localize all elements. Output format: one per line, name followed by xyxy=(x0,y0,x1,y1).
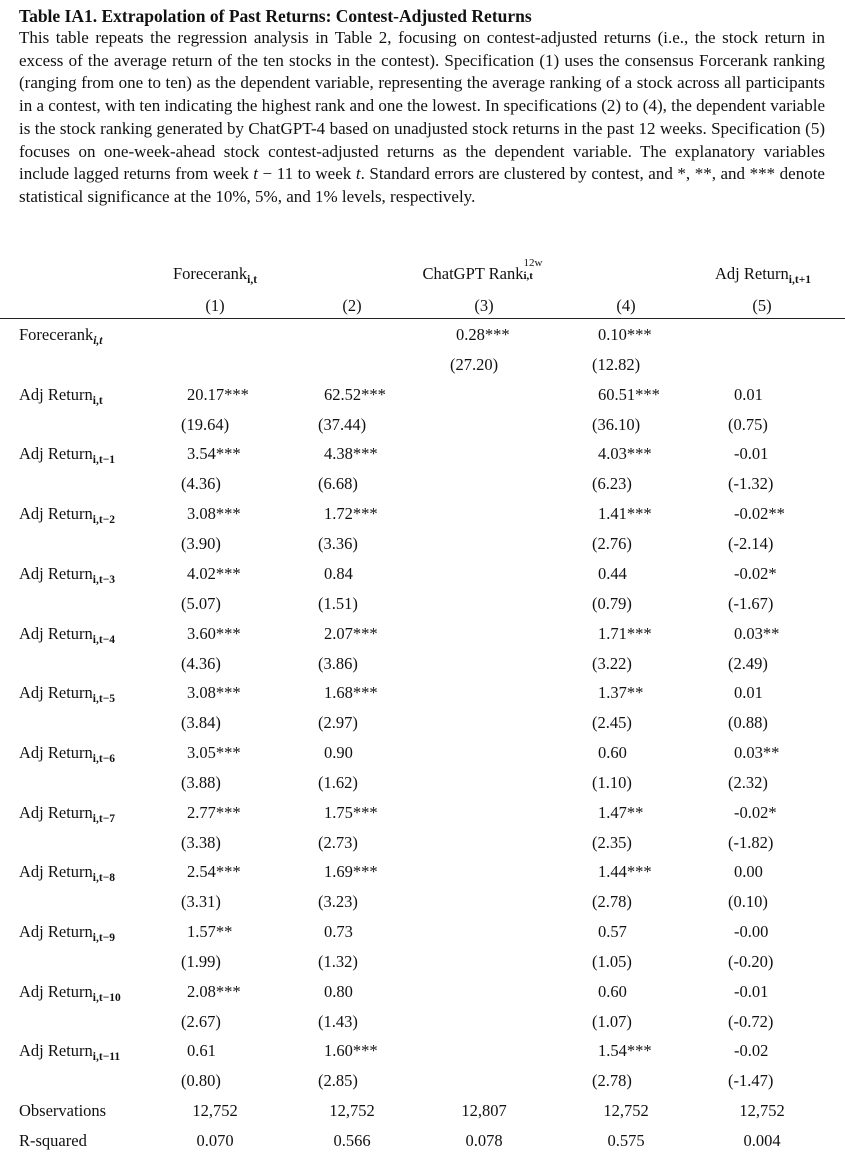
tstat-cell: (0.80) xyxy=(181,1071,221,1091)
row-label: Adj Return$_{i,t-7}$ xyxy=(19,802,115,825)
coefficient-cell: 3.60*** xyxy=(187,623,241,643)
tstat-cell: (6.23) xyxy=(592,474,632,494)
footer-value: 0.566 xyxy=(333,1131,371,1151)
coefficient-cell: 0.44 xyxy=(598,563,627,583)
tstat-cell: (2.49) xyxy=(728,653,768,673)
footer-label: Observations xyxy=(19,1101,107,1121)
coefficient-cell: 2.77*** xyxy=(187,802,241,822)
coefficient-cell: 0.60 xyxy=(598,742,627,762)
coefficient-cell: 3.05*** xyxy=(187,742,241,762)
row-label: Adj Return$_{i,t-10}$ xyxy=(19,981,121,1004)
tstat-cell: (3.90) xyxy=(181,534,221,554)
tstat-cell: (-0.72) xyxy=(728,1011,774,1031)
coefficient-cell: 3.08*** xyxy=(187,683,241,703)
coefficient-cell: 1.68*** xyxy=(324,683,378,703)
coefficient-cell: 4.38*** xyxy=(324,444,378,464)
coefficient-cell: 0.57 xyxy=(598,922,627,941)
header-adj-return-ahead: Adj Return$_{i,t+1}$ xyxy=(715,264,811,286)
coefficient-cell: 60.51*** xyxy=(598,384,660,404)
coefficient-cell: 0.00 xyxy=(734,862,763,882)
tstat-cell: (1.43) xyxy=(318,1011,358,1031)
header-chatgpt-rank: ChatGPT Rank 12w i,t xyxy=(422,257,543,283)
tstat-cell: (12.82) xyxy=(592,355,641,374)
tstat-cell: (19.64) xyxy=(181,414,230,434)
tstat-cell: (2.35) xyxy=(592,832,632,852)
tstat-cell: (2.97) xyxy=(318,713,358,733)
coefficient-cell: 0.61 xyxy=(187,1041,216,1061)
tstat-cell: (1.10) xyxy=(592,772,632,792)
tstat-cell: (-1.32) xyxy=(728,474,774,494)
tstat-cell: (3.84) xyxy=(181,713,221,733)
tstat-cell: (-1.67) xyxy=(728,593,774,613)
caption-text: . Standard errors are clustered by contest, and *, **, and *** denote statistical significance at the 10%, 5%, and 1% levels, respectively. xyxy=(19,164,825,206)
coefficient-cell: 0.10*** xyxy=(598,325,652,344)
coefficient-cell: 1.60*** xyxy=(324,1041,378,1061)
tstat-cell: (1.32) xyxy=(318,952,358,971)
tstat-cell: (2.78) xyxy=(592,1071,632,1091)
coefficient-cell: 0.73 xyxy=(324,922,353,941)
tstat-cell: (3.88) xyxy=(181,772,221,792)
tstat-cell: (4.36) xyxy=(181,474,221,494)
tstat-cell: (2.32) xyxy=(728,772,768,792)
tstat-cell: (3.23) xyxy=(318,892,358,912)
coefficient-cell: 1.44*** xyxy=(598,862,652,882)
tstat-cell: (6.68) xyxy=(318,474,358,494)
coefficient-cell: -0.02* xyxy=(734,802,777,822)
row-label: Adj Return$_{i,t}$ xyxy=(19,384,103,407)
caption-italic-t: t xyxy=(253,164,258,184)
coefficient-cell: 1.75*** xyxy=(324,802,378,822)
tstat-cell: (1.05) xyxy=(592,952,632,971)
tstat-cell: (3.36) xyxy=(318,534,358,554)
row-label: Adj Return$_{i,t-11}$ xyxy=(19,1041,121,1064)
footer-value: 12,752 xyxy=(192,1101,238,1121)
coefficient-cell: 2.08*** xyxy=(187,981,241,1001)
coefficient-cell: -0.01 xyxy=(734,981,769,1001)
tstat-cell: (-2.14) xyxy=(728,534,774,554)
coefficient-cell: 0.80 xyxy=(324,981,353,1001)
coefficient-cell: 1.69*** xyxy=(324,862,378,882)
coefficient-cell: 1.47** xyxy=(598,802,644,822)
coefficient-cell: 4.02*** xyxy=(187,563,241,583)
coefficient-cell: 0.28*** xyxy=(456,325,510,344)
row-label: Adj Return$_{i,t-1}$ xyxy=(19,444,115,467)
tstat-cell: (36.10) xyxy=(592,414,641,434)
tstat-cell: (0.79) xyxy=(592,593,632,613)
coefficient-cell: 2.54*** xyxy=(187,862,241,882)
tstat-cell: (3.22) xyxy=(592,653,632,673)
spec-number: (4) xyxy=(616,296,636,315)
row-label: Adj Return$_{i,t-2}$ xyxy=(19,504,115,527)
tstat-cell: (2.45) xyxy=(592,713,632,733)
coefficient-cell: 1.37** xyxy=(598,683,644,703)
coefficient-cell: 4.03*** xyxy=(598,444,652,464)
coefficient-cell: 0.90 xyxy=(324,742,353,762)
coefficient-cell: -0.00 xyxy=(734,922,769,941)
coefficient-cell: -0.02** xyxy=(734,504,785,524)
header-rule xyxy=(0,318,845,319)
coefficient-cell: 2.07*** xyxy=(324,623,378,643)
coefficient-cell: 0.01 xyxy=(734,683,763,703)
row-label: Adj Return$_{i,t-8}$ xyxy=(19,862,115,885)
footer-label: R-squared xyxy=(19,1131,87,1151)
row-label: Adj Return$_{i,t-5}$ xyxy=(19,683,115,706)
tstat-cell: (-1.47) xyxy=(728,1071,774,1091)
tstat-cell: (4.36) xyxy=(181,653,221,673)
caption-text: − 11 to week xyxy=(258,164,356,184)
footer-value: 0.575 xyxy=(607,1131,645,1151)
tstat-cell: (27.20) xyxy=(450,355,499,374)
coefficient-cell: 0.84 xyxy=(324,563,353,583)
footer-value: 0.070 xyxy=(196,1131,234,1151)
header-forecerank: Forecerank$_{i,t}$ xyxy=(172,264,258,286)
tstat-cell: (-1.82) xyxy=(728,832,774,852)
tstat-cell: (3.86) xyxy=(318,653,358,673)
coefficient-cell: 0.60 xyxy=(598,981,627,1001)
row-label: Adj Return$_{i,t-4}$ xyxy=(19,623,115,646)
coefficient-cell: 3.54*** xyxy=(187,444,241,464)
row-label: Adj Return$_{i,t-6}$ xyxy=(19,742,115,765)
tstat-cell: (1.99) xyxy=(181,952,221,971)
footer-value: 0.078 xyxy=(465,1131,503,1151)
footer-value: 12,752 xyxy=(603,1101,649,1121)
tstat-cell: (5.07) xyxy=(181,593,221,613)
tstat-cell: (1.51) xyxy=(318,593,358,613)
coefficient-cell: 0.03** xyxy=(734,742,780,762)
row-label: Adj Return$_{i,t-9}$ xyxy=(19,922,115,944)
tstat-cell: (37.44) xyxy=(318,414,367,434)
tstat-cell: (3.38) xyxy=(181,832,221,852)
tstat-cell: (1.07) xyxy=(592,1011,632,1031)
table-title: Table IA1. Extrapolation of Past Returns: Contest-Adjusted Returns xyxy=(19,6,532,26)
coefficient-cell: 1.41*** xyxy=(598,504,652,524)
coefficient-cell: 1.57** xyxy=(187,922,233,941)
tstat-cell: (1.62) xyxy=(318,772,358,792)
coefficient-cell: 1.72*** xyxy=(324,504,378,524)
spec-number: (1) xyxy=(205,296,225,315)
coefficient-cell: 1.71*** xyxy=(598,623,652,643)
row-label: Adj Return$_{i,t-3}$ xyxy=(19,563,115,586)
footer-value: 12,752 xyxy=(329,1101,375,1121)
tstat-cell: (0.10) xyxy=(728,892,768,912)
coefficient-cell: -0.02 xyxy=(734,1041,769,1061)
caption-text: This table repeats the regression analysis in Table 2, focusing on contest-adjusted returns (i.e., the stock return in excess of the average return of the ten stocks in the contest). Specification (1) uses the consensus Forcerank ranking (ranging from one to ten) as the dependent variable, representing the average ranking of a stock across all participants in a contest, with ten indicating the highest rank and one the lowest. In specifications (2) to (4), the dependent variable is the stock ranking generated by ChatGPT-4 based on unadjusted stock returns in the past 12 weeks. Specification (5) focuses on one-week-ahead stock contest-adjusted returns as the dependent variable. The explanatory variables include lagged returns from week xyxy=(19,28,825,184)
tstat-cell: (-0.20) xyxy=(728,952,774,971)
coefficient-cell: -0.02* xyxy=(734,563,777,583)
coefficient-cell: 0.01 xyxy=(734,384,763,404)
row-label: Forecerank$_{i,t}$ xyxy=(19,325,103,347)
footer-value: 0.004 xyxy=(743,1131,781,1151)
coefficient-cell: 1.54*** xyxy=(598,1041,652,1061)
tstat-cell: (0.75) xyxy=(728,414,768,434)
footer-value: 12,752 xyxy=(739,1101,785,1121)
coefficient-cell: 3.08*** xyxy=(187,504,241,524)
tstat-cell: (0.88) xyxy=(728,713,768,733)
coefficient-cell: 62.52*** xyxy=(324,384,386,404)
tstat-cell: (2.73) xyxy=(318,832,358,852)
table-caption xyxy=(19,27,825,209)
tstat-cell: (2.85) xyxy=(318,1071,358,1091)
spec-number: (3) xyxy=(474,296,494,315)
tstat-cell: (2.67) xyxy=(181,1011,221,1031)
tstat-cell: (2.76) xyxy=(592,534,632,554)
tstat-cell: (2.78) xyxy=(592,892,632,912)
tstat-cell: (3.31) xyxy=(181,892,221,912)
spec-number: (5) xyxy=(752,296,772,315)
spec-number: (2) xyxy=(342,296,362,315)
caption-italic-t: t xyxy=(355,164,361,184)
coefficient-cell: 0.03** xyxy=(734,623,780,643)
coefficient-cell: -0.01 xyxy=(734,444,769,464)
coefficient-cell: 20.17*** xyxy=(187,384,249,404)
footer-value: 12,807 xyxy=(461,1101,507,1121)
